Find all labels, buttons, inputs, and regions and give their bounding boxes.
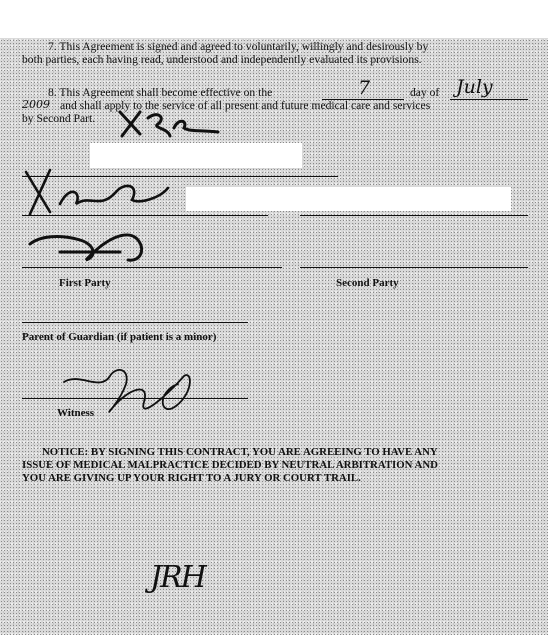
para8-line2: and shall apply to the service of all present and future medical care and services (60, 99, 431, 112)
notice-line3: YOU ARE GIVING UP YOUR RIGHT TO A JURY OR COURT TRAIL. (22, 472, 361, 484)
para7-line1: 7. This Agreement is signed and agreed to voluntarily, willingly and desirously by (48, 40, 429, 53)
first-party-label: First Party (59, 277, 111, 289)
initials-signature (118, 106, 238, 146)
second-party-line (300, 267, 528, 268)
day-of-label: day of (410, 86, 440, 99)
bottom-initials: JRH (150, 560, 205, 595)
handwritten-day: 7 (358, 77, 371, 99)
witness-label: Witness (57, 407, 95, 419)
para7-line2: both parties, each having read, understood and independently evaluated its provisions. (22, 53, 422, 66)
witness-signature (60, 362, 200, 442)
second-party-label: Second Party (336, 277, 399, 289)
redaction-block-2 (186, 187, 511, 211)
notice-line1: NOTICE: BY SIGNING THIS CONTRACT, YOU ARE AGREEING TO HAVE ANY (42, 446, 438, 458)
witness-line (22, 398, 248, 399)
signature-line-right (300, 215, 528, 216)
month-blank-line (450, 99, 528, 100)
handwritten-year: 2009 (22, 98, 50, 111)
handwritten-month: July (456, 76, 493, 98)
guardian-label: Parent of Guardian (if patient is a minor) (22, 331, 217, 343)
notice-line2: ISSUE OF MEDICAL MALPRACTICE DECIDED BY NEUTRAL ARBITRATION AND (22, 459, 438, 471)
para8-line3: by Second Part. (22, 112, 96, 125)
top-margin (0, 0, 548, 38)
guardian-line (22, 322, 248, 323)
first-party-line (22, 267, 282, 268)
para8-line1: 8. This Agreement shall become effective on the (48, 86, 273, 99)
first-party-signature (20, 164, 190, 269)
